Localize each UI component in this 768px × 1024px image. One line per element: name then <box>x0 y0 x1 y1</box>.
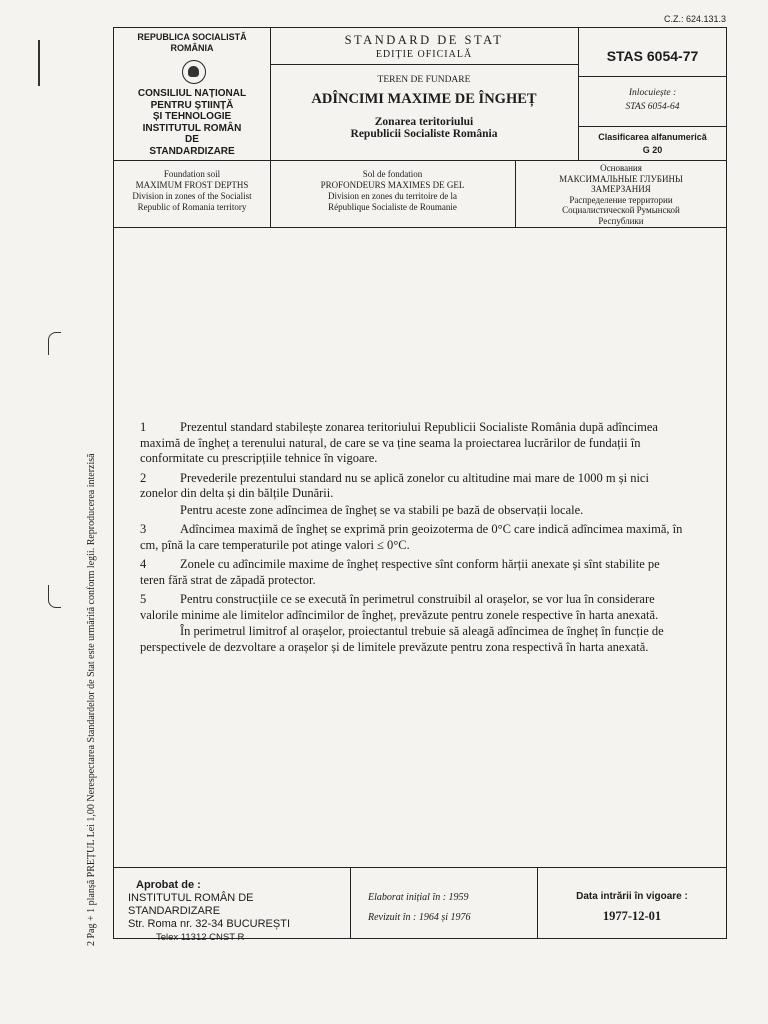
footer-divider-1 <box>350 867 351 939</box>
header-hline-3 <box>113 227 727 228</box>
header-hline-1 <box>270 64 578 65</box>
elaboration-block <box>368 888 533 928</box>
institution-line: PENTRU ȘTIINȚĂ <box>150 99 234 111</box>
clause-4-text: Zonele cu adîncimile maxime de îngheț respective sînt conform hărții anexate și sînt stabilite pe teren fără strat de zăpadă protector. <box>140 557 660 587</box>
effective-date-block <box>538 891 726 924</box>
document-subtitle: Zonarea teritoriului <box>374 116 474 128</box>
clause-5-text: Pentru construcțiile ce se execută în perimetrul construibil al orașelor, se vor lua în considerare valorile minime ale limitelor adîncimilor de îngheț, prevăzute pentru zonele respective în harta anexată. <box>140 592 659 622</box>
translation-line: Sol de fondation <box>362 169 423 179</box>
document-subtitle-2: Republicii Socialiste România <box>350 128 498 140</box>
title-block <box>271 75 577 140</box>
translation-line: ЗАМЕРЗАНИЯ <box>591 184 651 194</box>
right-hline-2 <box>578 126 727 127</box>
footer-hline <box>113 867 727 868</box>
side-legal-notice: 2 Pag + 1 planșă PREȚUL Lei 1,00 Nerespectarea Standardelor de Stat este urmărită conform legii. Reproducerea interzisă <box>86 453 97 946</box>
country-name-2: ROMÂNIA <box>170 43 214 53</box>
center-header <box>271 33 577 60</box>
translation-line: Division in zones of the Socialist <box>132 191 252 201</box>
replaces-label: Inlocuiește : <box>628 88 677 98</box>
translation-line: МАКСИМАЛЬНЫЕ ГЛУБИНЫ <box>559 173 683 184</box>
effective-date-label: Data intrării în vigoare : <box>576 891 688 902</box>
translation-line: Основания <box>600 163 642 173</box>
institution-line: CONSILIUL NAȚIONAL <box>137 88 247 99</box>
left-header-block <box>115 32 269 54</box>
translation-line: MAXIMUM FROST DEPTHS <box>135 180 249 190</box>
clause-number: 2 <box>140 470 147 485</box>
approved-institution: INSTITUTUL ROMÂN DE STANDARDIZARE <box>128 892 254 917</box>
translation-line: Division en zones du territoire de la <box>328 191 457 201</box>
clause-number: 1 <box>140 420 147 434</box>
clause-1-text: Prezentul standard stabilește zonarea teritoriului Republicii Socialiste România după adîncimea maximă de îngheț a terenului natural, de care se va ține seama la proiectarea lucrărilor de fundații în conformitate cu prescripțiile tehnice în vigoare. <box>140 420 658 465</box>
document-title: ADÎNCIMI MAXIME DE ÎNGHEȚ <box>311 91 537 107</box>
english-translation <box>115 169 269 213</box>
clause-5-note: În perimetrul limitrof al orașelor, proiectantul trebuie să aleagă adîncimea de îngheț în funcție de perspectivele de dezvoltare a orașelor și de limitele prevăzute pentru zona respectivă în harta anexată. <box>140 624 664 654</box>
stas-number: STAS 6054-77 <box>606 48 699 64</box>
replaces-block <box>579 88 726 112</box>
clause-2-text: Prevederile prezentului standard nu se aplică zonelor cu altitudine mai mare de 1000 m și nici zonelor din delta și din bălțile Dunării. <box>140 470 649 500</box>
translation-line: Republic of Romania territory <box>137 202 247 212</box>
header-hline-2 <box>113 160 727 161</box>
standard-body <box>140 420 685 659</box>
replaces-value: STAS 6054-64 <box>625 102 680 112</box>
approved-label: Aprobat de : <box>136 879 201 891</box>
classification-block <box>579 132 726 155</box>
institution-line: DE <box>185 134 199 145</box>
classification-value: G 20 <box>642 145 663 155</box>
clause-number: 4 <box>140 557 147 571</box>
translation-line: Социалистической Румынской <box>562 205 680 215</box>
institution-line: INSTITUTUL ROMÂN <box>142 122 242 134</box>
approved-telex: Telex 11312 CNST R <box>156 932 245 943</box>
margin-bracket-bottom <box>48 585 61 608</box>
institution-block <box>115 88 269 157</box>
classification-label: Clasificarea alfanumerică <box>598 132 707 142</box>
translation-line: PROFONDEURS MAXIMES DE GEL <box>320 180 465 190</box>
translation-line: Республики <box>598 215 644 226</box>
translation-line: Распределение территории <box>569 194 673 205</box>
clause-number: 5 <box>140 592 147 606</box>
clause-2-note: Pentru aceste zone adîncimea de îngheț se va stabili pe bază de observații locale. <box>180 502 584 517</box>
french-translation <box>271 169 514 213</box>
effective-date: 1977-12-01 <box>602 909 662 923</box>
country-name: REPUBLICA SOCIALISTĂ <box>137 32 247 42</box>
standard-header: STANDARD DE STAT <box>344 33 504 47</box>
russian-translation <box>516 163 726 226</box>
translation-line: République Socialiste de Roumanie <box>328 202 457 212</box>
institution-line: ȘI TEHNOLOGIE <box>152 111 232 122</box>
margin-mark <box>38 40 40 86</box>
revised-date: Revizuit în : 1964 și 1976 <box>368 912 471 923</box>
translation-line: Foundation soil <box>163 169 221 179</box>
classification-code: C.Z.: 624.131.3 <box>663 14 726 24</box>
institution-line: STANDARDIZARE <box>149 145 235 157</box>
approval-block <box>128 879 348 944</box>
edition-label: EDIȚIE OFICIALĂ <box>375 49 473 60</box>
approved-address: Str. Roma nr. 32-34 BUCUREȘTI <box>128 918 290 930</box>
category-label: TEREN DE FUNDARE <box>377 75 471 85</box>
coat-of-arms-icon <box>182 60 206 84</box>
elaborated-date: Elaborat inițial în : 1959 <box>368 892 469 903</box>
right-hline-1 <box>578 76 727 77</box>
clause-3-text: Adîncimea maximă de îngheț se exprimă prin geoizoterma de 0°C care indică adîncimea maximă, în cm, pînă la care temperaturile pot atinge valori ≤ 0°C. <box>140 522 683 552</box>
margin-bracket-top <box>48 332 61 355</box>
clause-number: 3 <box>140 522 147 536</box>
